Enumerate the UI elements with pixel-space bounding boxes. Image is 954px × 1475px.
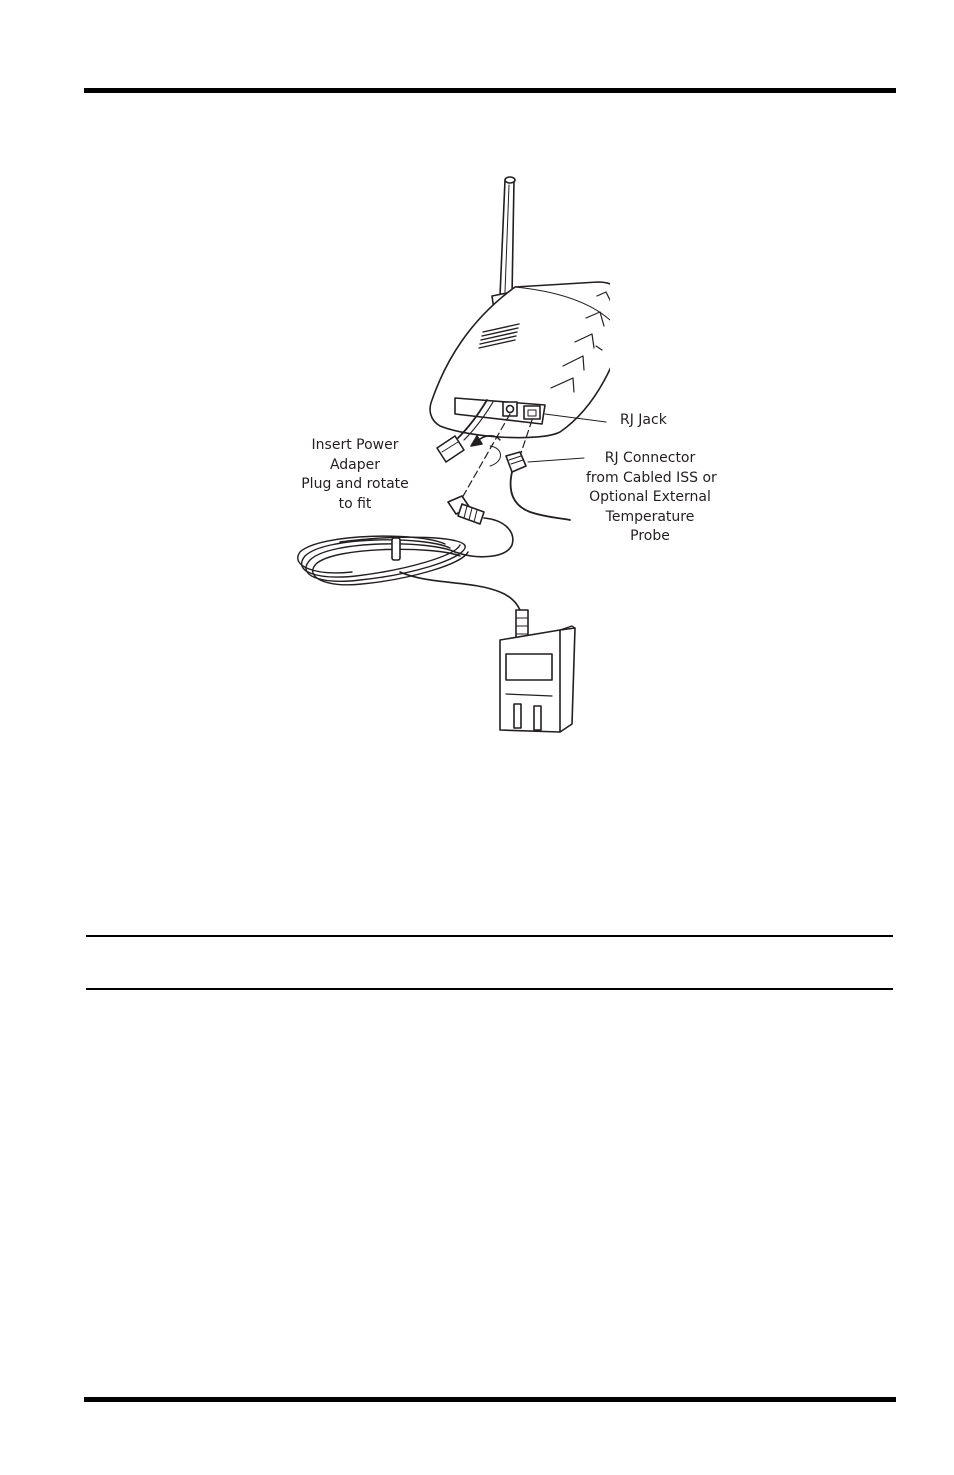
callout-rj-jack bbox=[620, 411, 667, 431]
console-housing bbox=[430, 282, 610, 438]
callout-rj-connector bbox=[586, 449, 717, 547]
callout-power-plug-line2: Adaper bbox=[329, 457, 381, 473]
footer-rule bbox=[84, 1397, 896, 1402]
callout-rj-jack-text: RJ Jack bbox=[620, 412, 667, 428]
callout-rj-connector-line3: Optional External bbox=[589, 489, 711, 505]
power-plug-and-cord bbox=[298, 496, 522, 616]
callout-rj-connector-line1: RJ Connector bbox=[604, 450, 696, 466]
console-power-connection-illustration bbox=[290, 170, 610, 740]
callout-rj-connector-line4: Temperature bbox=[605, 508, 695, 525]
wall-adapter bbox=[500, 610, 575, 732]
callout-rj-connector-line2: from Cabled ISS or bbox=[586, 469, 717, 486]
rj-connector-plug bbox=[506, 452, 570, 520]
callout-rj-connector-line5: Probe bbox=[630, 528, 670, 544]
note-box-bottom-rule bbox=[86, 988, 893, 990]
callout-power-plug-line3: Plug and rotate bbox=[301, 476, 409, 492]
note-box-top-rule bbox=[86, 935, 893, 937]
callout-power-plug-line4: to fit bbox=[338, 496, 372, 512]
callout-power-plug-line1: Insert Power bbox=[311, 437, 399, 453]
header-rule bbox=[84, 88, 896, 93]
rotate-arrow bbox=[471, 436, 501, 466]
